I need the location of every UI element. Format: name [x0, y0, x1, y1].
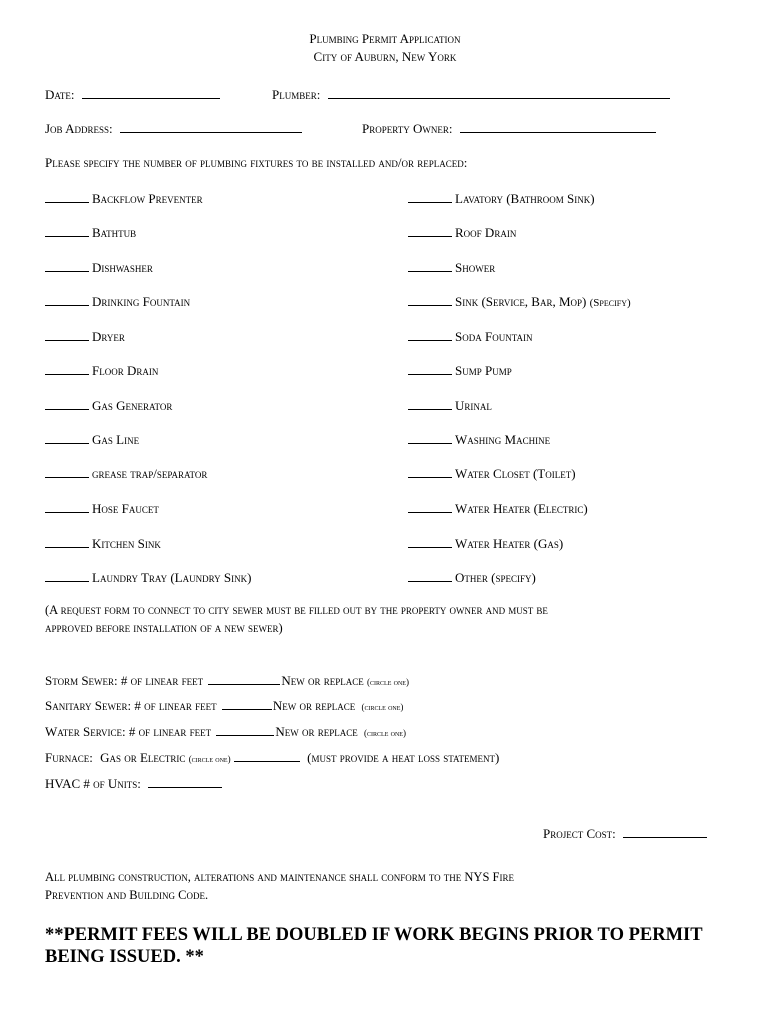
fixture-label: Water Closet (Toilet): [455, 466, 576, 481]
specify-note: (Specify): [589, 297, 631, 309]
fixture-row: [408, 224, 516, 241]
fixture-count-blank[interactable]: [408, 500, 452, 513]
circle-one-note: (circle one): [188, 754, 231, 764]
plumber-field: [272, 86, 670, 103]
fixture-row: [408, 190, 595, 207]
fixture-row: [408, 362, 512, 379]
fixture-count-blank[interactable]: [408, 293, 452, 306]
form-subtitle: City of Auburn, New York: [313, 49, 457, 64]
fixture-label: Laundry Tray (Laundry Sink): [92, 570, 252, 585]
furnace-label: Furnace:: [45, 750, 93, 765]
fixture-row: [45, 259, 153, 276]
fixture-label: Other (specify): [455, 570, 536, 585]
fixture-label: grease trap/separator: [92, 466, 208, 481]
permit-fee-warning-line2: BEING ISSUED. **: [45, 947, 204, 967]
code-note-line1: All plumbing construction, alterations and maintenance shall conform to the NYS Fire: [45, 870, 514, 884]
fixture-label: Urinal: [455, 398, 492, 413]
fixture-label: Kitchen Sink: [92, 536, 161, 551]
fixture-row: [408, 431, 550, 448]
water-service-line: [45, 723, 406, 741]
fixture-count-blank[interactable]: [45, 500, 89, 513]
fixture-row: [45, 328, 125, 345]
sewer-note-line1: (A request form to connect to city sewer must be filled out by the property owner and must be: [45, 603, 548, 617]
gas-or-electric-label: Gas or Electric: [100, 750, 186, 765]
fixture-row: [45, 569, 251, 586]
fixture-label: Shower: [455, 260, 496, 275]
heat-loss-note: (must provide a heat loss statement): [307, 750, 500, 765]
instructions: Please specify the number of plumbing fixtures to be installed and/or replaced:: [45, 155, 468, 170]
fixture-row: [408, 569, 536, 586]
fixture-count-blank[interactable]: [408, 569, 452, 582]
fixture-row: [45, 535, 161, 552]
storm-sewer-label: Storm Sewer: # of linear feet: [45, 673, 204, 688]
fixture-row: [45, 190, 203, 207]
fixture-count-blank[interactable]: [408, 397, 452, 410]
fixture-row: [408, 535, 563, 552]
job-address-label: Job Address:: [45, 121, 113, 136]
fixture-count-blank[interactable]: [45, 224, 89, 237]
property-owner-blank[interactable]: [460, 120, 656, 133]
sanitary-sewer-line: [45, 697, 403, 715]
fixture-count-blank[interactable]: [45, 465, 89, 478]
code-note-line2: Prevention and Building Code.: [45, 888, 209, 902]
fixture-row: [45, 293, 190, 310]
new-or-replace-label: New or replace: [275, 724, 358, 739]
form-title: Plumbing Permit Application: [309, 31, 461, 46]
storm-sewer-line: [45, 672, 409, 690]
fixture-count-blank[interactable]: [45, 190, 89, 203]
furnace-blank[interactable]: [234, 749, 300, 762]
project-cost-blank[interactable]: [623, 825, 707, 838]
fixture-label: Gas Generator: [92, 398, 173, 413]
new-or-replace-label: New or replace: [281, 673, 364, 688]
job-address-field: [45, 120, 302, 137]
fixture-label: Dishwasher: [92, 260, 153, 275]
date-label: Date:: [45, 87, 75, 102]
fixture-count-blank[interactable]: [45, 569, 89, 582]
fixture-row: [408, 397, 492, 414]
fixture-count-blank[interactable]: [408, 328, 452, 341]
fixture-label: Washing Machine: [455, 432, 551, 447]
hvac-label: HVAC # of Units:: [45, 776, 141, 791]
fixture-count-blank[interactable]: [408, 224, 452, 237]
fixture-label: Drinking Fountain: [92, 294, 191, 309]
fixture-label: Floor Drain: [92, 363, 159, 378]
plumber-label: Plumber:: [272, 87, 321, 102]
fixture-row: [408, 465, 576, 482]
fixture-row: [45, 465, 207, 482]
fixture-count-blank[interactable]: [408, 431, 452, 444]
fixture-count-blank[interactable]: [45, 293, 89, 306]
fixture-label: Sink (Service, Bar, Mop): [455, 294, 587, 309]
fixture-label: Dryer: [92, 329, 125, 344]
circle-one-note: (circle one): [367, 677, 409, 687]
fixture-row: [45, 500, 159, 517]
property-owner-field: [362, 120, 656, 137]
furnace-line: [45, 749, 499, 767]
permit-fee-warning-line1: **PERMIT FEES WILL BE DOUBLED IF WORK BEGINS PRIOR TO PERMIT: [45, 925, 703, 945]
fixture-row: [45, 362, 158, 379]
fixture-count-blank[interactable]: [45, 431, 89, 444]
hvac-blank[interactable]: [148, 775, 222, 788]
fixture-label: Sump Pump: [455, 363, 512, 378]
fixture-count-blank[interactable]: [408, 465, 452, 478]
date-field: [45, 86, 220, 103]
fixture-label: Lavatory (Bathroom Sink): [455, 191, 595, 206]
sanitary-sewer-label: Sanitary Sewer: # of linear feet: [45, 698, 217, 713]
fixture-label: Water Heater (Gas): [455, 536, 564, 551]
fixture-row: [408, 328, 532, 345]
fixture-label: Bathtub: [92, 225, 137, 240]
fixture-count-blank[interactable]: [45, 397, 89, 410]
fixture-count-blank[interactable]: [408, 535, 452, 548]
plumber-blank[interactable]: [328, 86, 670, 99]
fixture-row: [408, 500, 588, 517]
sewer-note-line2: approved before installation of a new sewer): [45, 621, 283, 635]
job-address-blank[interactable]: [120, 120, 302, 133]
fixture-label: Backflow Preventer: [92, 191, 203, 206]
fixture-row: [45, 397, 172, 414]
property-owner-label: Property Owner:: [362, 121, 453, 136]
fixture-row: [45, 224, 136, 241]
project-cost-field: [543, 825, 707, 842]
fixture-count-blank[interactable]: [45, 328, 89, 341]
fixture-count-blank[interactable]: [408, 259, 452, 272]
date-blank[interactable]: [82, 86, 220, 99]
fixture-row: [408, 293, 631, 311]
sanitary-sewer-blank[interactable]: [222, 697, 272, 710]
water-service-blank[interactable]: [216, 723, 274, 736]
hvac-line: [45, 775, 222, 792]
fixture-label: Roof Drain: [455, 225, 517, 240]
fixture-count-blank[interactable]: [408, 362, 452, 375]
fixture-row: [45, 431, 139, 448]
fixture-count-blank[interactable]: [408, 190, 452, 203]
fixture-count-blank[interactable]: [45, 259, 89, 272]
new-or-replace-label: New or replace: [272, 698, 356, 713]
fixture-label: Soda Fountain: [455, 329, 533, 344]
water-service-label: Water Service: # of linear feet: [45, 724, 212, 739]
circle-one-note: (circle one): [364, 728, 406, 738]
fixture-row: [408, 259, 495, 276]
project-cost-label: Project Cost:: [543, 826, 616, 841]
fixture-count-blank[interactable]: [45, 535, 89, 548]
circle-one-note: (circle one): [361, 702, 404, 712]
fixture-label: Water Heater (Electric): [455, 501, 588, 516]
fixture-label: Gas Line: [92, 432, 140, 447]
fixture-count-blank[interactable]: [45, 362, 89, 375]
storm-sewer-blank[interactable]: [208, 672, 280, 685]
fixture-label: Hose Faucet: [92, 501, 159, 516]
